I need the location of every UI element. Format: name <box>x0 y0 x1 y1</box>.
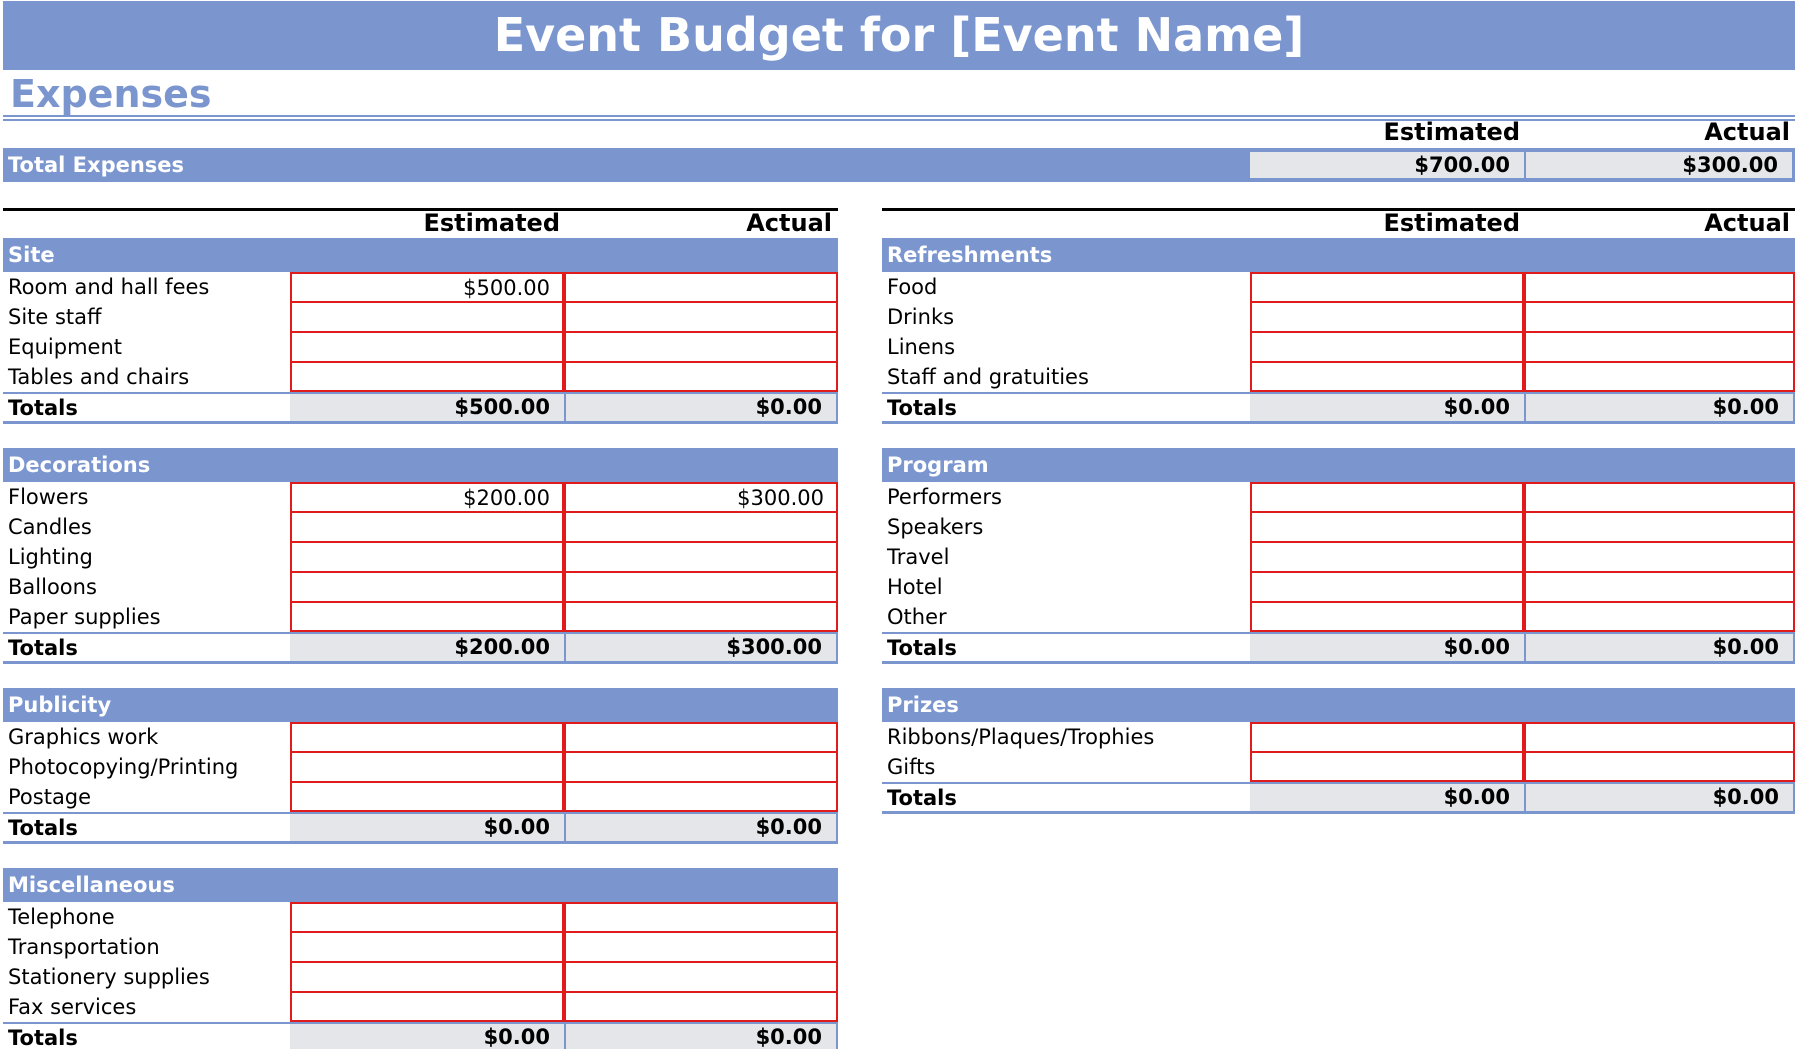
actual-cell[interactable] <box>564 362 838 392</box>
actual-cell[interactable] <box>1524 482 1795 512</box>
table-row <box>3 602 838 632</box>
row-label: Travel <box>887 545 950 569</box>
estimated-cell[interactable] <box>1250 512 1524 542</box>
estimated-cell[interactable] <box>290 302 564 332</box>
totals-row <box>882 392 1795 424</box>
totals-label: Totals <box>8 1026 78 1049</box>
estimated-cell[interactable] <box>1250 272 1524 302</box>
table-row <box>3 332 838 362</box>
row-label: Balloons <box>8 575 97 599</box>
totals-label: Totals <box>887 396 957 420</box>
row-label: Flowers <box>8 485 89 509</box>
actual-cell[interactable] <box>1524 512 1795 542</box>
estimated-cell[interactable] <box>290 602 564 632</box>
row-label: Lighting <box>8 545 93 569</box>
estimated-cell[interactable] <box>290 572 564 602</box>
row-label: Tables and chairs <box>8 365 190 389</box>
table-row <box>882 272 1795 302</box>
section-header: Prizes <box>882 688 1795 722</box>
total-actual[interactable]: $0.00 <box>1524 784 1795 811</box>
total-actual[interactable]: $0.00 <box>1524 394 1795 421</box>
table-row <box>3 542 838 572</box>
row-label: Transportation <box>8 935 160 959</box>
actual-cell[interactable] <box>564 572 838 602</box>
total-estimated[interactable]: $0.00 <box>1250 784 1524 811</box>
estimated-cell[interactable] <box>290 962 564 992</box>
total-actual-value[interactable]: $300.00 <box>1524 152 1792 178</box>
total-estimated[interactable]: $0.00 <box>290 814 564 841</box>
estimated-cell[interactable] <box>1250 572 1524 602</box>
actual-cell[interactable] <box>564 752 838 782</box>
table-row <box>882 302 1795 332</box>
section-publicity <box>3 688 838 844</box>
table-row <box>3 992 838 1022</box>
actual-cell[interactable] <box>1524 542 1795 572</box>
table-row <box>882 362 1795 392</box>
section-decorations <box>3 448 838 664</box>
right-actual-header: Actual <box>1704 209 1790 237</box>
totals-row <box>3 632 838 664</box>
table-row <box>3 512 838 542</box>
section-header: Publicity <box>3 688 838 722</box>
table-row <box>882 542 1795 572</box>
row-label: Site staff <box>8 305 102 329</box>
totals-label: Totals <box>887 636 957 660</box>
estimated-cell[interactable] <box>290 992 564 1022</box>
estimated-cell[interactable] <box>290 362 564 392</box>
row-label: Room and hall fees <box>8 275 210 299</box>
section-miscellaneous <box>3 868 838 1049</box>
table-row <box>3 902 838 932</box>
total-estimated[interactable]: $0.00 <box>1250 634 1524 661</box>
actual-cell[interactable] <box>564 332 838 362</box>
actual-cell[interactable] <box>564 272 838 302</box>
section-prizes <box>882 688 1795 814</box>
actual-cell[interactable] <box>1524 572 1795 602</box>
totals-row <box>3 392 838 424</box>
actual-cell[interactable] <box>564 902 838 932</box>
estimated-cell[interactable] <box>290 512 564 542</box>
row-label: Drinks <box>887 305 955 329</box>
table-row <box>3 362 838 392</box>
total-actual[interactable]: $0.00 <box>564 1024 838 1049</box>
total-estimated[interactable]: $0.00 <box>290 1024 564 1049</box>
actual-cell[interactable] <box>564 542 838 572</box>
estimated-cell[interactable] <box>290 932 564 962</box>
actual-cell[interactable] <box>564 962 838 992</box>
total-estimated[interactable]: $500.00 <box>290 394 564 421</box>
estimated-cell[interactable] <box>1250 332 1524 362</box>
actual-cell[interactable] <box>1524 302 1795 332</box>
estimated-cell[interactable]: $500.00 <box>290 272 564 302</box>
table-row <box>882 722 1795 752</box>
summary-estimated-header: Estimated <box>1383 118 1520 146</box>
actual-cell[interactable]: $300.00 <box>564 482 838 512</box>
left-estimated-header: Estimated <box>423 209 560 237</box>
left-actual-header: Actual <box>746 209 832 237</box>
row-label: Speakers <box>887 515 984 539</box>
row-label: Linens <box>887 335 956 359</box>
row-label: Ribbons/Plaques/Trophies <box>887 725 1155 749</box>
section-refreshments <box>882 238 1795 424</box>
table-row <box>882 512 1795 542</box>
row-label: Stationery supplies <box>8 965 210 989</box>
estimated-cell[interactable] <box>290 902 564 932</box>
section-header: Site <box>3 238 838 272</box>
estimated-cell[interactable] <box>290 752 564 782</box>
table-row <box>882 752 1795 782</box>
row-label: Candles <box>8 515 92 539</box>
section-header: Program <box>882 448 1795 482</box>
table-row <box>3 272 838 302</box>
totals-label: Totals <box>887 786 957 810</box>
estimated-cell[interactable] <box>1250 722 1524 752</box>
table-row <box>882 332 1795 362</box>
totals-label: Totals <box>8 636 78 660</box>
total-expenses-label: Total Expenses <box>8 153 185 177</box>
table-row <box>3 932 838 962</box>
totals-row <box>3 1022 838 1049</box>
section-header: Decorations <box>3 448 838 482</box>
table-row <box>3 572 838 602</box>
table-row <box>882 572 1795 602</box>
actual-cell[interactable] <box>564 992 838 1022</box>
row-label: Hotel <box>887 575 943 599</box>
totals-row <box>882 782 1795 814</box>
totals-row <box>882 632 1795 664</box>
actual-cell[interactable] <box>1524 272 1795 302</box>
section-site <box>3 238 838 424</box>
totals-label: Totals <box>8 396 78 420</box>
summary-actual-header: Actual <box>1704 118 1790 146</box>
actual-cell[interactable] <box>564 932 838 962</box>
actual-cell[interactable] <box>1524 722 1795 752</box>
actual-cell[interactable] <box>564 302 838 332</box>
actual-cell[interactable] <box>1524 602 1795 632</box>
total-estimated[interactable]: $200.00 <box>290 634 564 661</box>
estimated-cell[interactable] <box>290 542 564 572</box>
row-label: Photocopying/Printing <box>8 755 239 779</box>
actual-cell[interactable] <box>564 512 838 542</box>
total-actual[interactable]: $300.00 <box>564 634 838 661</box>
table-row <box>3 962 838 992</box>
actual-cell[interactable] <box>1524 362 1795 392</box>
estimated-cell[interactable] <box>1250 542 1524 572</box>
row-label: Paper supplies <box>8 605 161 629</box>
estimated-cell[interactable] <box>1250 362 1524 392</box>
estimated-cell[interactable] <box>1250 602 1524 632</box>
table-row <box>3 302 838 332</box>
section-program <box>882 448 1795 664</box>
total-actual[interactable]: $0.00 <box>1524 634 1795 661</box>
row-label: Postage <box>8 785 92 809</box>
estimated-cell[interactable] <box>1250 752 1524 782</box>
table-row <box>3 782 838 812</box>
totals-row <box>3 812 838 844</box>
estimated-cell[interactable] <box>290 332 564 362</box>
row-label: Graphics work <box>8 725 159 749</box>
table-row <box>3 752 838 782</box>
total-actual[interactable]: $0.00 <box>564 394 838 421</box>
expenses-heading: Expenses <box>10 72 212 116</box>
row-label: Food <box>887 275 938 299</box>
row-label: Performers <box>887 485 1002 509</box>
row-label: Gifts <box>887 755 936 779</box>
row-label: Staff and gratuities <box>887 365 1089 389</box>
estimated-cell[interactable] <box>1250 482 1524 512</box>
estimated-cell[interactable] <box>290 782 564 812</box>
actual-cell[interactable] <box>564 782 838 812</box>
row-label: Fax services <box>8 995 137 1019</box>
totals-label: Totals <box>8 816 78 840</box>
row-label: Other <box>887 605 947 629</box>
total-estimated[interactable]: $0.00 <box>1250 394 1524 421</box>
actual-cell[interactable] <box>564 722 838 752</box>
estimated-cell[interactable]: $200.00 <box>290 482 564 512</box>
table-row <box>3 722 838 752</box>
section-header: Miscellaneous <box>3 868 838 902</box>
total-actual[interactable]: $0.00 <box>564 814 838 841</box>
actual-cell[interactable] <box>564 602 838 632</box>
row-label: Telephone <box>8 905 115 929</box>
table-row <box>3 482 838 512</box>
total-expenses-row <box>3 148 1795 182</box>
table-row <box>882 482 1795 512</box>
table-row <box>882 602 1795 632</box>
total-estimated-value[interactable]: $700.00 <box>1250 152 1524 178</box>
section-header: Refreshments <box>882 238 1795 272</box>
estimated-cell[interactable] <box>1250 302 1524 332</box>
estimated-cell[interactable] <box>290 722 564 752</box>
actual-cell[interactable] <box>1524 752 1795 782</box>
row-label: Equipment <box>8 335 122 359</box>
right-estimated-header: Estimated <box>1383 209 1520 237</box>
page-title: Event Budget for [Event Name] <box>3 1 1795 70</box>
actual-cell[interactable] <box>1524 332 1795 362</box>
